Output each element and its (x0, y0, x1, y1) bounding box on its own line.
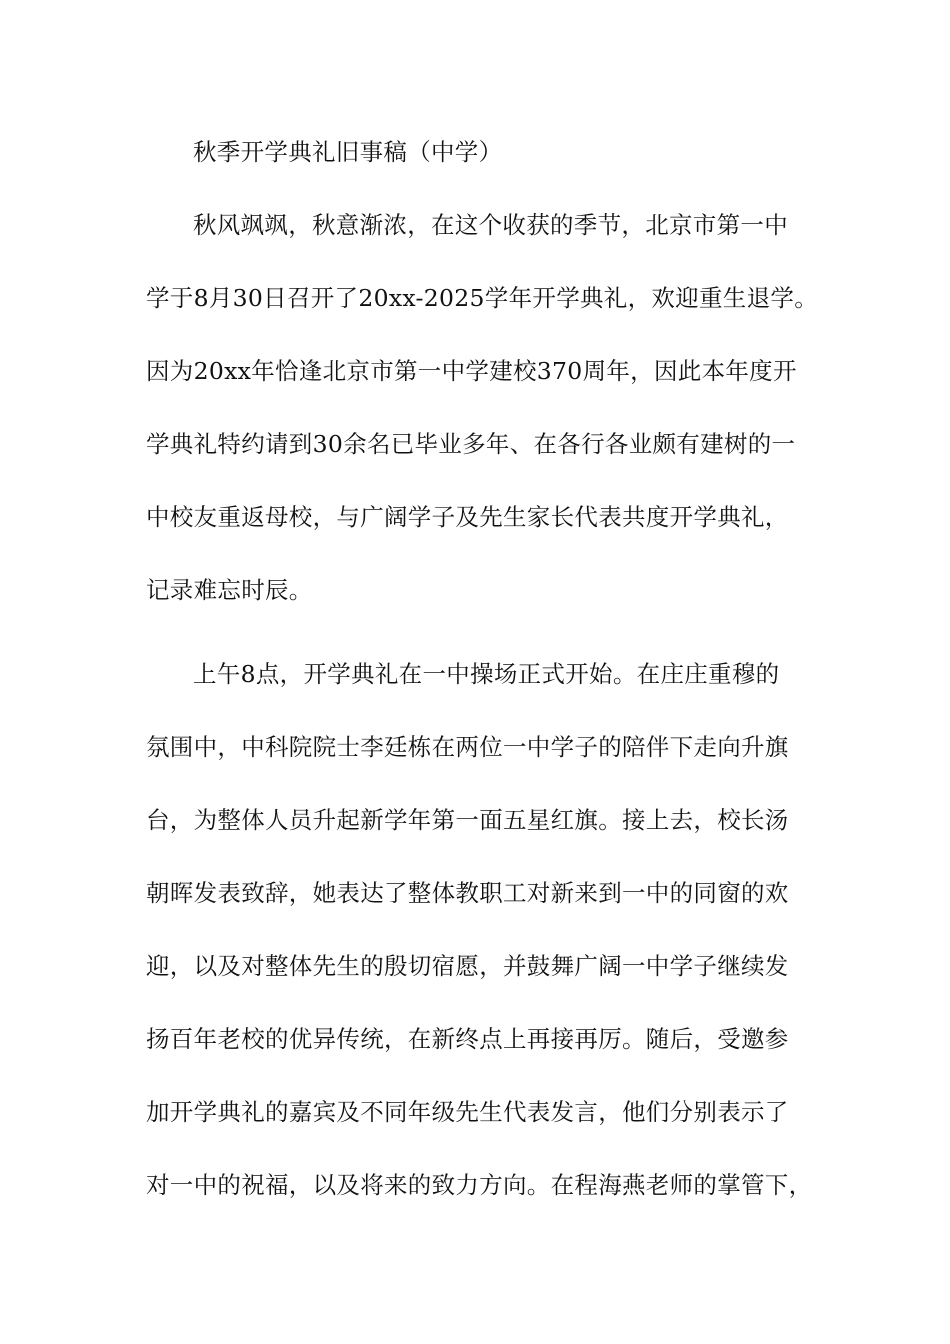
paragraph-line: 上午8点，开学典礼在一中操场正式开始。在庄庄重穆的 (193, 660, 780, 688)
paragraph-line: 氛围中，中科院院士李廷栋在两位一中学子的陪伴下走向升旗 (146, 733, 789, 761)
paragraph-line: 加开学典礼的嘉宾及不同年级先生代表发言，他们分别表示了 (146, 1098, 789, 1126)
paragraph-line: 秋风飒飒，秋意渐浓，在这个收获的季节，北京市第一中 (193, 211, 788, 239)
paragraph-line: 对一中的祝福，以及将来的致力方向。在程海燕老师的掌管下， (146, 1171, 813, 1199)
paragraph-line: 朝晖发表致辞，她表达了整体教职工对新来到一中的同窗的欢 (146, 879, 789, 907)
document-title: 秋季开学典礼旧事稿（中学） (193, 138, 503, 166)
paragraph-line: 学于8月30日召开了20xx-2025学年开学典礼，欢迎重生退学。 (146, 284, 818, 312)
paragraph-line: 扬百年老校的优异传统，在新终点上再接再厉。随后，受邀参 (146, 1025, 789, 1053)
paragraph-line: 台，为整体人员升起新学年第一面五星红旗。接上去，校长汤 (146, 806, 789, 834)
paragraph-line: 因为20xx年恰逢北京市第一中学建校370周年，因此本年度开 (146, 357, 797, 385)
paragraph-line: 迎，以及对整体先生的殷切宿愿，并鼓舞广阔一中学子继续发 (146, 952, 789, 980)
paragraph-line: 学典礼特约请到30余名已毕业多年、在各行各业颇有建树的一 (146, 430, 796, 458)
paragraph-line: 中校友重返母校，与广阔学子及先生家长代表共度开学典礼， (146, 503, 789, 531)
paragraph-line: 记录难忘时辰。 (146, 576, 313, 604)
